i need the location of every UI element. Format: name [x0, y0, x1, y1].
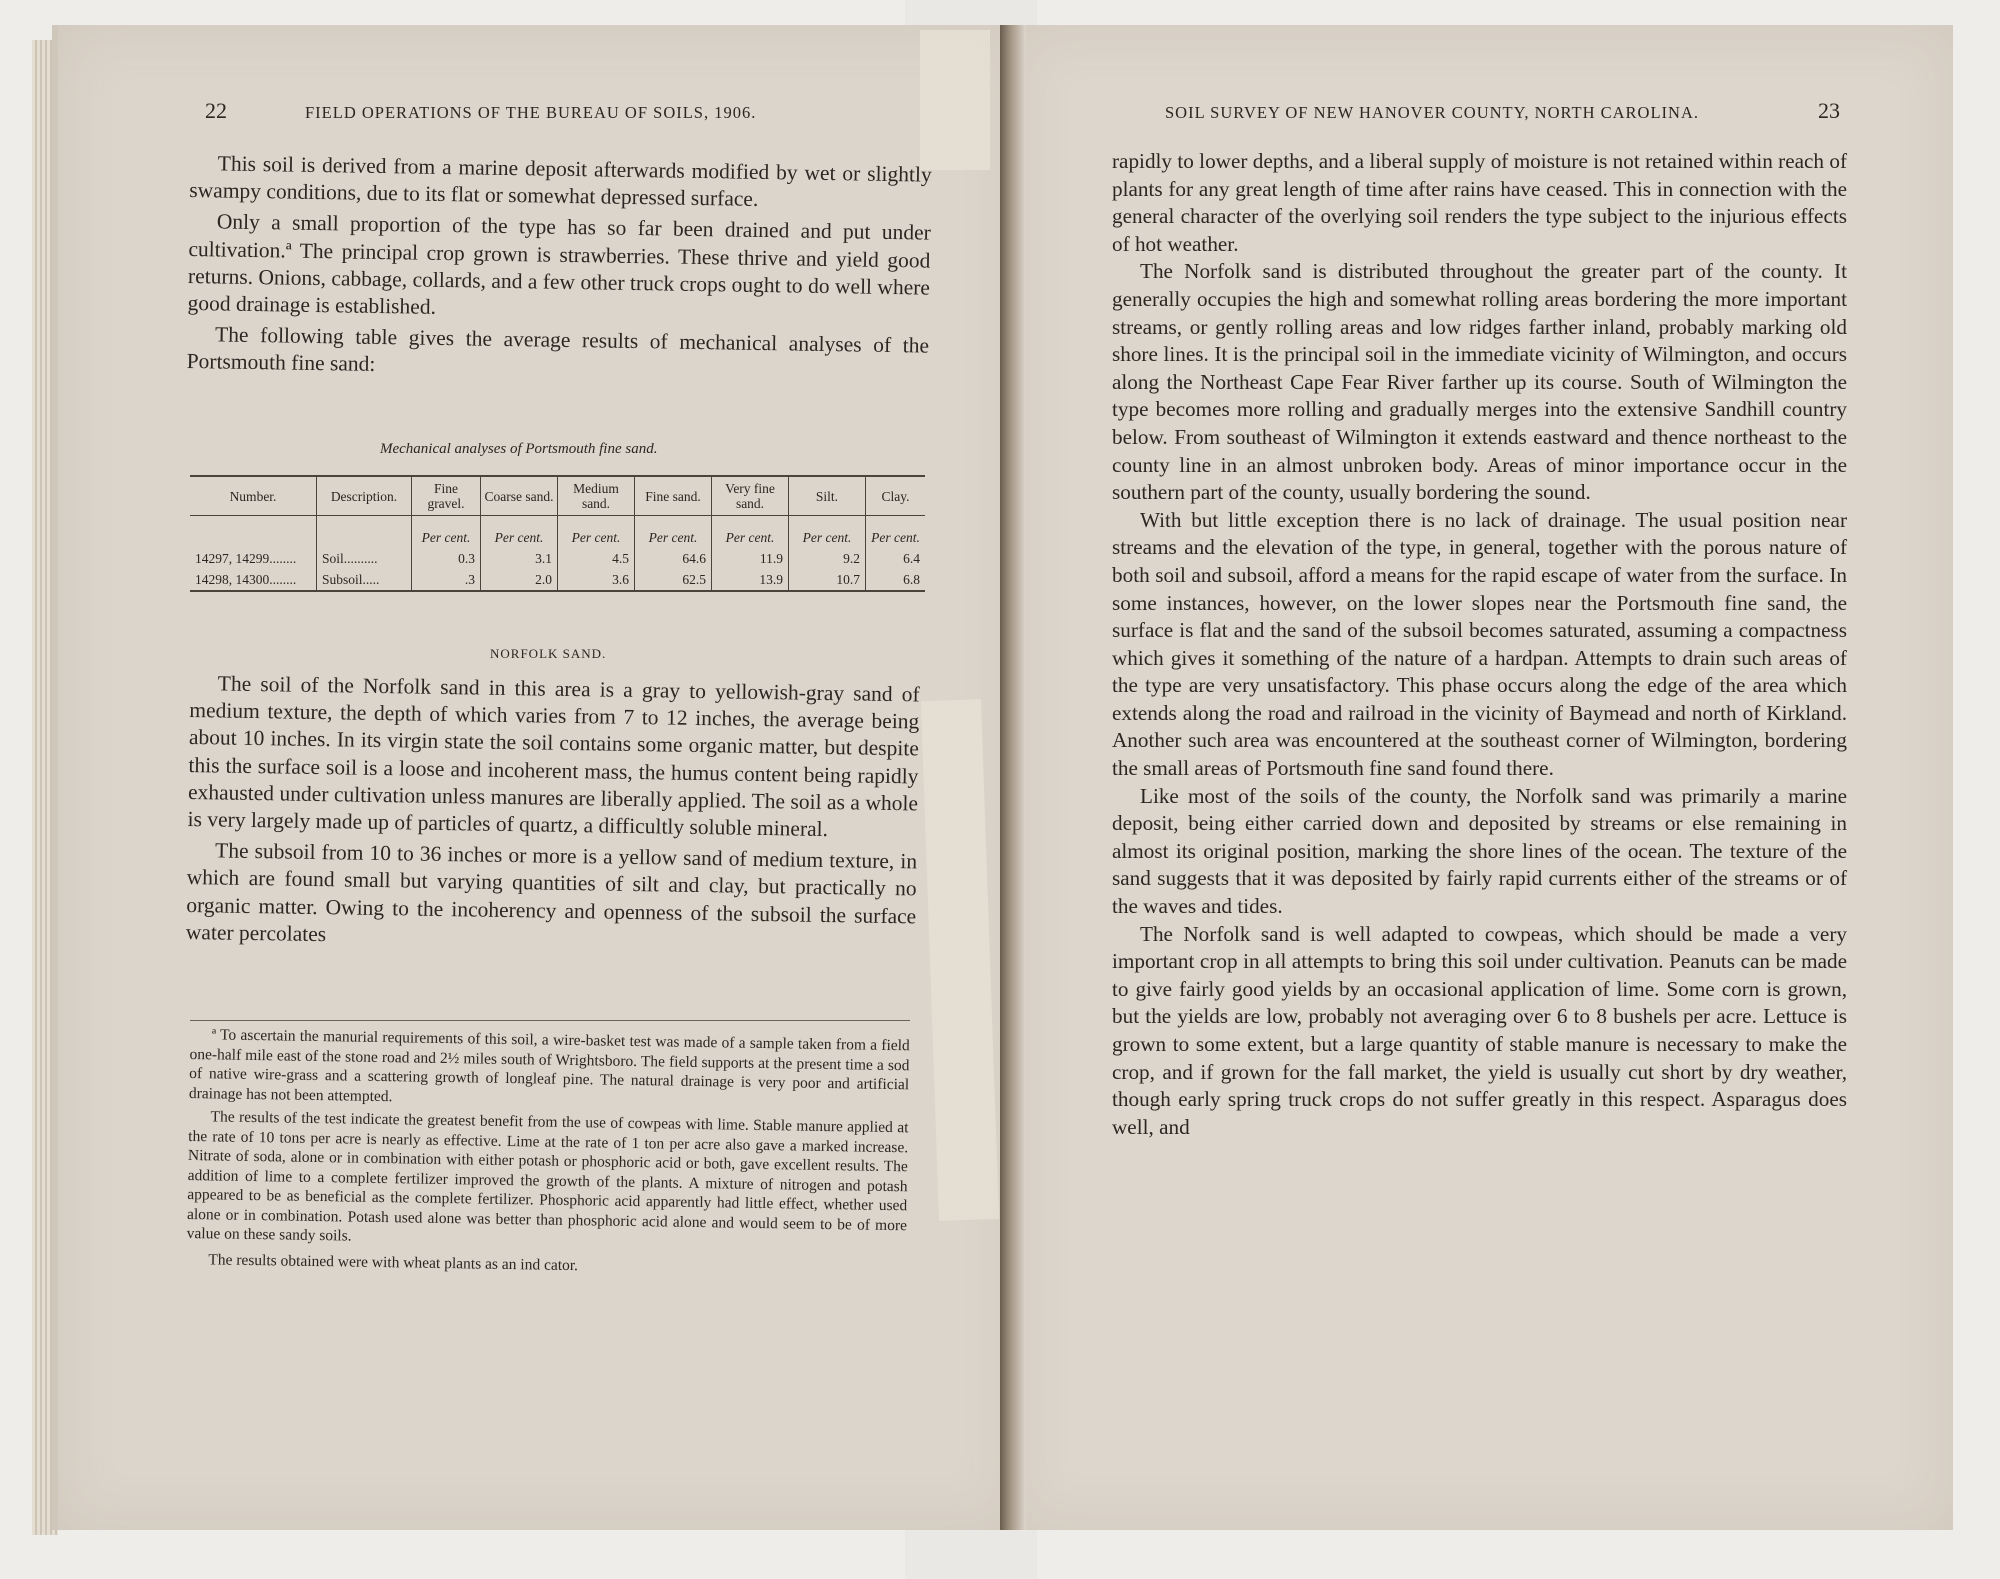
- page-number-left: 22: [205, 98, 227, 123]
- col-header: Fine gravel.: [412, 476, 481, 516]
- paragraph: The Norfolk sand is well adapted to cowpeas, which should be made a very important crop in all attempts to bring this soil under cultivation. Peanuts can be made to give fairly good yields by an occasional application of lime. Some corn is grown, but the yields are low, probably not averaging over 6 to 8 bushels per acre. Lettuce is grown to some extent, but a large quantity of stable manure is necessary to make the crop, and if grown for the fall market, the yield is usually cut short by dry weather, though early spring truck crops do not suffer greatly in this respect. Asparagus does well, and: [1112, 921, 1847, 1139]
- table-cell: 9.2: [789, 548, 866, 569]
- table-cell: [190, 516, 317, 549]
- table-cell: .3: [412, 569, 481, 591]
- paragraph: The Norfolk sand is distributed throughout the greater part of the county. It generally occupies the high and somewhat rolling areas bordering the more important streams, or gently rolling areas and low ridges farther inland, probably marking old shore lines. It is the principal soil in the immediate vicinity of Wilmington, and occurs along the Northeast Cape Fear River farther up its course. South of Wilmington the type becomes more rolling and gradually merges into the extensive Sandhill country below. From southeast of Wilmington it extends eastward and thence northeast to the county line in an almost unbroken body. Areas of minor importance occur in the southern part of the county, usually bordering the sound.: [1112, 259, 1847, 505]
- table-cell: Soil..........: [317, 548, 412, 569]
- table-row: [190, 548, 925, 569]
- footnote: The results of the test indicate the greatest benefit from the use of cowpeas with lime. Stable manure applied at the rate of 10 tons per acre is nearly as effective. Lime at the rate of 1 ton per acre also gave a marked increase. Nitrate of soda, alone or in combination with either potash or phosphoric acid or both, gave excellent results. The addition of lime to a complete fertilizer improved the growth of the plants. A mixture of nitrogen and potash appeared to be as beneficial as the complete fertilizer. Phosphoric acid apparently had little effect, whether used alone or in combination. Potash used alone was better than phosphoric acid alone and would seem to be of more value on these sandy soils.: [186, 1108, 909, 1245]
- table-cell: Per cent.: [635, 516, 712, 549]
- table-cell: 64.6: [635, 548, 712, 569]
- table-cell: 4.5: [558, 548, 635, 569]
- table-cell: [317, 516, 412, 549]
- running-head-left: FIELD OPERATIONS OF THE BUREAU OF SOILS, 1906.: [305, 103, 757, 122]
- spine-shadow: [1000, 25, 1026, 1530]
- paragraph: rapidly to lower depths, and a liberal supply of moisture is not retained within reach of plants for any great length of time after rains have ceased. This in connection with the general character of the overlying soil renders the type subject to the injurious effects of hot weather.: [1112, 149, 1847, 256]
- table-cell: 62.5: [635, 569, 712, 591]
- table-cell: 14298, 14300........: [190, 569, 317, 591]
- table-row: [190, 569, 925, 591]
- col-header: Clay.: [866, 476, 926, 516]
- table-cell: Per cent.: [412, 516, 481, 549]
- table-cell: 2.0: [481, 569, 558, 591]
- col-header: Description.: [317, 476, 412, 516]
- footnotes: [186, 1025, 910, 1280]
- table-header-row: [190, 476, 925, 516]
- paper-tear: [920, 30, 990, 170]
- col-header: Silt.: [789, 476, 866, 516]
- table-cell: 10.7: [789, 569, 866, 591]
- table-caption: Mechanical analyses of Portsmouth fine sand.: [380, 441, 658, 457]
- col-header: Very fine sand.: [712, 476, 789, 516]
- table-cell: Per cent.: [789, 516, 866, 549]
- running-head-right: SOIL SURVEY OF NEW HANOVER COUNTY, NORTH CAROLINA.: [1165, 103, 1699, 122]
- paragraph: The following table gives the average results of mechanical analyses of the Portsmouth fine sand:: [186, 322, 930, 377]
- paragraph: The soil of the Norfolk sand in this area is a gray to yellowish-gray sand of medium texture, the depth of which varies from 7 to 12 inches, the average being about 10 inches. In its virgin state the soil contains some organic matter, but despite this the surface soil is a loose and incoherent mass, the humus content being rapidly exhausted under cultivation unless manures are liberally applied. The soil as a whole is very largely made up of particles of quartz, a difficultly soluble mineral.: [187, 671, 920, 842]
- unit-row: [190, 516, 925, 549]
- col-header: Medium sand.: [558, 476, 635, 516]
- table-cell: 11.9: [712, 548, 789, 569]
- col-header: Number.: [190, 476, 317, 516]
- table-cell: Per cent.: [481, 516, 558, 549]
- footnote: ª To ascertain the manurial requirements of this soil, a wire-basket test was made of a sample taken from a field one-half mile east of the stone road and 2½ miles south of Wrightsboro. The field supports at the present time a sod of native wire-grass and a scattering growth of longleaf pine. The natural drainage is very poor and artificial drainage has not been attempted.: [188, 1026, 910, 1105]
- table-cell: 14297, 14299........: [190, 548, 317, 569]
- right-body-text: [1112, 148, 1847, 1141]
- table-cell: 0.3: [412, 548, 481, 569]
- col-header: Fine sand.: [635, 476, 712, 516]
- paragraph: Only a small proportion of the type has so far been drained and put under cultivation.ª The principal crop grown is strawberries. These thrive and yield good returns. Onions, cabbage, collards, and a few other truck crops ought to do well where good drainage is established.: [187, 209, 931, 319]
- footnote-rule: [190, 1020, 910, 1021]
- left-intro-text: [186, 150, 931, 387]
- mechanical-analyses-table: [190, 475, 925, 592]
- table-cell: Per cent.: [558, 516, 635, 549]
- table-cell: 3.1: [481, 548, 558, 569]
- norfolk-sand-text: [186, 670, 920, 957]
- col-header: Coarse sand.: [481, 476, 558, 516]
- page-number-right: 23: [1818, 98, 1840, 123]
- table-cell: Per cent.: [871, 530, 920, 545]
- paragraph: With but little exception there is no lack of drainage. The usual position near streams and the elevation of the type, in general, together with the porous nature of both soil and subsoil, afford a means for the rapid escape of water from the surface. In some instances, however, on the lower slopes near the Portsmouth fine sand, the surface is flat and the sand of the subsoil becomes saturated, assuming a compactness which gives it something of the nature of a hardpan. Attempts to drain such areas of the type are very unsatisfactory. This phase occurs along the edge of the area which extends along the road and railroad in the vicinity of Baymead and north of Kirkland. Another such area was encountered at the southeast corner of Wilmington, bordering the small areas of Portsmouth fine sand found there.: [1112, 507, 1847, 781]
- paragraph: This soil is derived from a marine deposit afterwards modified by wet or slightly swampy conditions, due to its flat or somewhat depressed surface.: [189, 151, 932, 212]
- table-cell: Per cent.: [712, 516, 789, 549]
- table-cell: 6.4: [903, 551, 920, 566]
- table-cell: Subsoil.....: [317, 569, 412, 591]
- paragraph: The subsoil from 10 to 36 inches or more is a yellow sand of medium texture, in which are found small but varying quantities of silt and clay, but practically no organic matter. Owing to the incoherency and openness of the subsoil the surface water percolates: [185, 838, 918, 946]
- paragraph: Like most of the soils of the county, the Norfolk sand was primarily a marine deposit, being either carried down and deposited by streams or else remaining in almost its original position, marking the shore lines of the ocean. The texture of the sand suggests that it was deposited by fairly rapid currents either of the streams or of the waves and tides.: [1112, 783, 1847, 919]
- footnote: The results obtained were with wheat plants as an ind cator.: [208, 1250, 579, 1274]
- section-heading: NORFOLK SAND.: [490, 646, 607, 661]
- table-cell: 6.8: [903, 572, 920, 587]
- table-cell: 3.6: [558, 569, 635, 591]
- table-cell: 13.9: [712, 569, 789, 591]
